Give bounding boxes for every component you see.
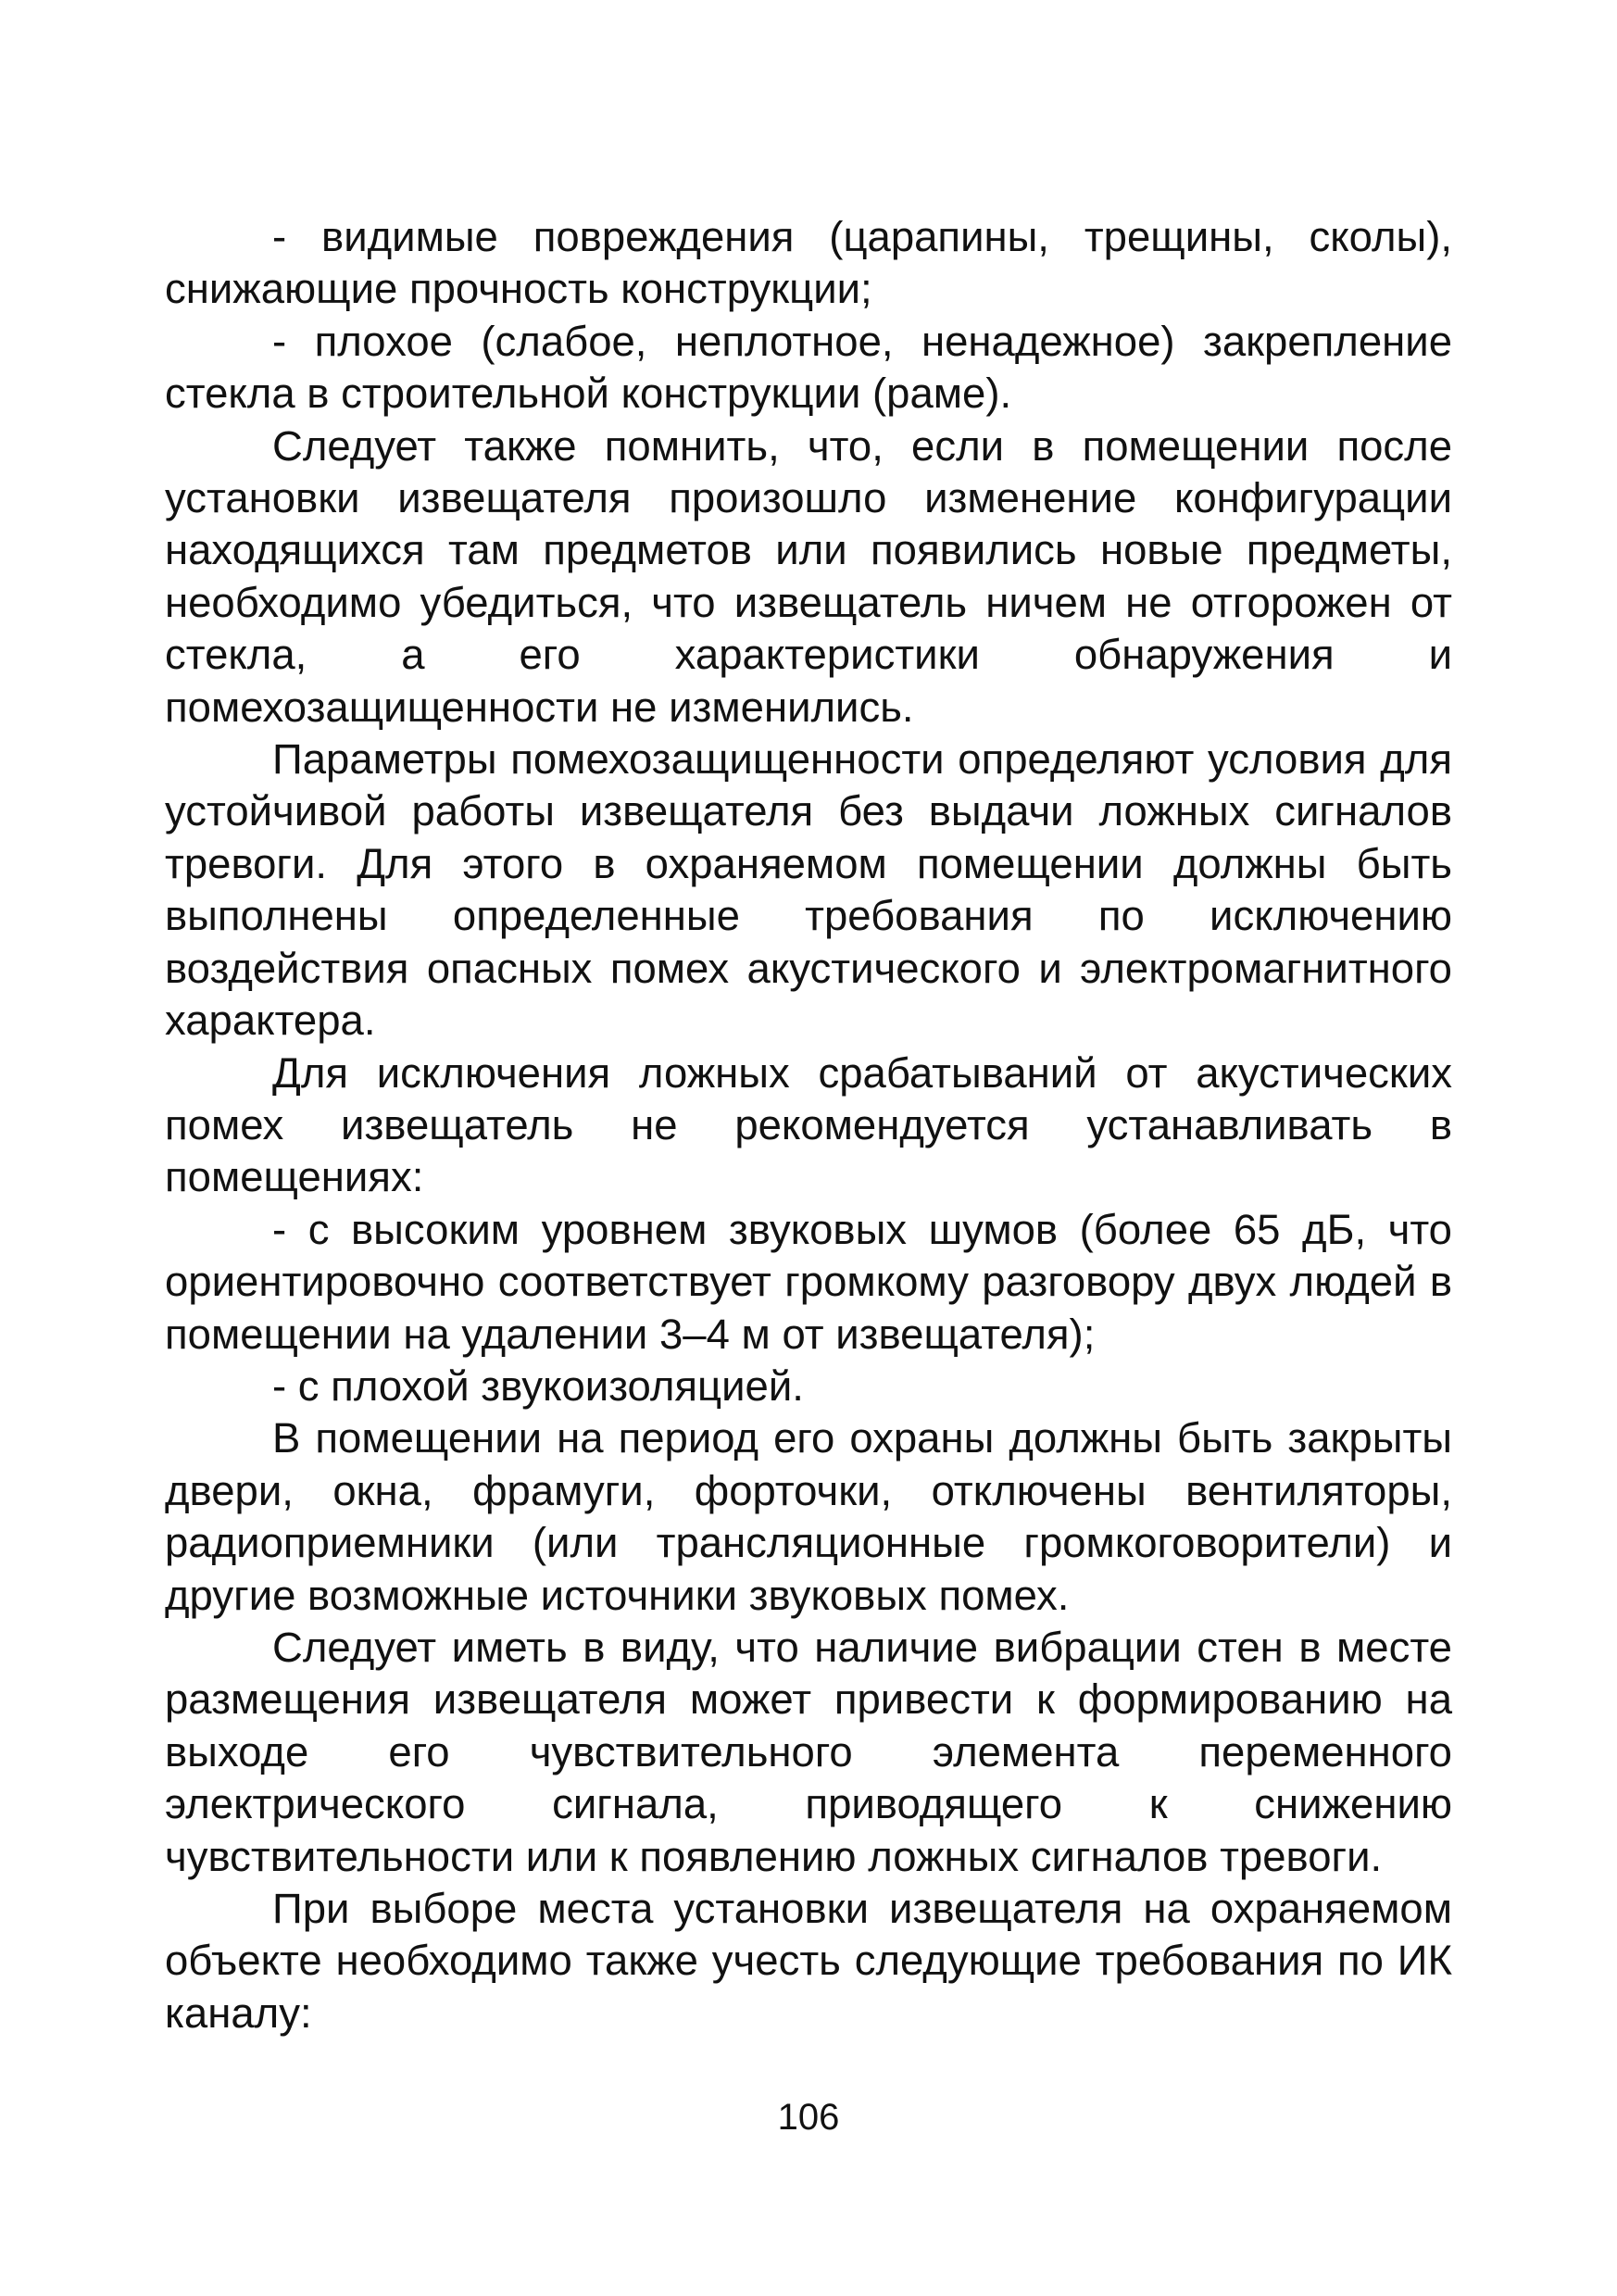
paragraph-2: - плохое (слабое, неплотное, ненадежное) закрепление стекла в строительной конструкции (раме). <box>165 317 1452 418</box>
paragraph-5: Для исключения ложных срабатываний от акустических помех извещатель не рекомендуется устанавливать в помещениях: <box>165 1048 1452 1201</box>
paragraph-6: - с высоким уровнем звуковых шумов (более 65 дБ, что ориентировочно соответствует громкому разговору двух людей в помещении на удалении 3–4 м от извещателя); <box>165 1205 1452 1358</box>
paragraph-9: Следует иметь в виду, что наличие вибрации стен в месте размещения извещателя может привести к формированию на выходе его чувствительного элемента переменного электрического сигнала, приводящего к снижению чувствительности или к появлению ложных сигналов тревоги. <box>165 1623 1452 1880</box>
paragraph-4: Параметры помехозащищенности определяют условия для устойчивой работы извещателя без выдачи ложных сигналов тревоги. Для этого в охраняемом помещении должны быть выполнены определенные требования по исключению воздействия опасных помех акустического и электромагнитного характера. <box>165 735 1452 1045</box>
paragraph-3: Следует также помнить, что, если в помещении после установки извещателя произошло изменение конфигурации находящихся там предметов или появились новые предметы, необходимо убедиться, что извещатель ничем не отгорожен от стекла, а его характеристики обнаружения и помехозащищенности не изменились. <box>165 421 1452 731</box>
paragraph-10: При выборе места установки извещателя на охраняемом объекте необходимо также учесть следующие требования по ИК каналу: <box>165 1885 1452 2037</box>
page-number: 106 <box>777 2097 840 2138</box>
paragraph-1: - видимые повреждения (царапины, трещины, сколы), снижающие прочность конструкции; <box>165 213 1452 313</box>
paragraph-8: В помещении на период его охраны должны быть закрыты двери, окна, фрамуги, форточки, отключены вентиляторы, радиоприемники (или трансляционные громкоговорители) и другие возможные источники звуковых помех. <box>165 1414 1452 1619</box>
body-text <box>165 211 1452 2039</box>
paragraph-7: - с плохой звукоизоляцией. <box>272 1361 804 1410</box>
